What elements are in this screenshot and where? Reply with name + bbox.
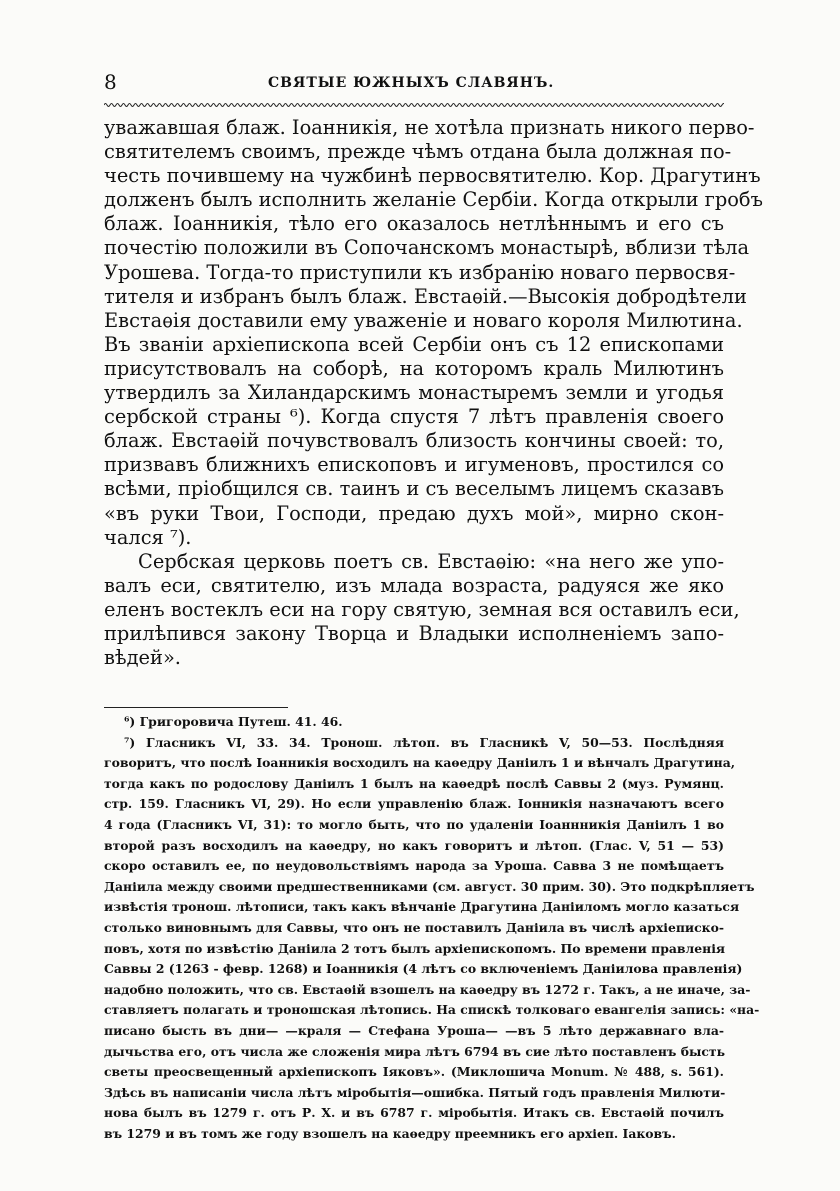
text-line: всѣми, пріобщился св. таинъ и съ веселымъ лицемъ сказавъ <box>104 477 724 501</box>
text-line: «въ руки Твои, Господи, предаю духъ мой», мирно скон- <box>104 501 724 525</box>
text-line: чался ⁷). <box>104 525 192 549</box>
footnote-line: Саввы 2 (1263 - февр. 1268) и Іоанникія (4 лѣтъ со включеніемъ Даніилова правленія) <box>104 961 743 977</box>
page-number: 8 <box>104 70 117 94</box>
text-line: долженъ былъ исполнить желаніе Сербіи. Когда открыли гробъ <box>104 188 763 212</box>
footnote-line: дычьства его, отъ числа же сложенія мира лѣтъ 6794 въ сие лѣто поставленъ бысть <box>104 1043 726 1059</box>
footnote-line: въ 1279 и въ томъ же году взошелъ на каѳедру преемникъ его архіеп. Іаковъ. <box>104 1125 676 1141</box>
text-line: утвердилъ за Хиландарскимъ монастыремъ земли и угодья <box>104 381 724 405</box>
footnote-line: говоритъ, что послѣ Іоанникія восходилъ на каѳедру Даніилъ 1 и вѣнчалъ Драгутина, <box>104 755 736 771</box>
footnote-divider <box>104 707 288 708</box>
text-line: валъ еси, святителю, изъ млада возраста, радуяся же яко <box>104 573 724 597</box>
footnote-line: светы преосвещенный архіепископъ Іяковъ». (Миклошича Monum. № 488, s. 561). <box>104 1064 724 1080</box>
footnote-line: извѣстія тронош. лѣтописи, такъ какъ вѣнчаніе Драгутина Даніиломъ могло казаться <box>104 899 740 915</box>
running-title: СВЯТЫЕ ЮЖНЫХЪ СЛАВЯНЪ. <box>268 75 555 91</box>
page-header <box>104 70 724 100</box>
text-line: Евстаѳія доставили ему уваженіе и новаго короля Милютина. <box>104 308 743 332</box>
text-line: святителемъ своимъ, прежде чѣмъ отдана была должная по- <box>104 140 732 164</box>
footnote-line: столько виновнымъ для Саввы, что онъ не поставилъ Даніила въ числѣ архіеписко- <box>104 919 724 935</box>
text-line: блаж. Іоанникія, тѣло его оказалось нетлѣннымъ и его съ <box>104 212 724 236</box>
footnote-line: надобно положить, что св. Евстаѳій взошелъ на каѳедру въ 1272 г. Такъ, а не иначе, за- <box>104 981 751 997</box>
text-line: Въ званіи архіепископа всей Сербіи онъ съ 12 епископами <box>104 332 724 356</box>
footnote-line: нова былъ въ 1279 г. отъ Р. Х. и въ 6787 г. міробытія. Итакъ св. Евстаѳій почилъ <box>104 1105 724 1121</box>
text-line: Урошева. Тогда-то приступили къ избранію новаго первосвя- <box>104 260 736 284</box>
text-line: тителя и избранъ былъ блаж. Евстаѳій.—Высокія добродѣтели <box>104 284 747 308</box>
text-line: уважавшая блаж. Іоанникія, не хотѣла признать никого перво- <box>104 116 755 139</box>
text-line: прилѣпився закону Творца и Владыки исполненіемъ запо- <box>104 621 724 645</box>
footnote-line: скоро оставилъ ее, по неудовольствіямъ народа за Уроша. Савва 3 не помѣщаетъ <box>104 858 724 874</box>
text-line: призвавъ ближнихъ епископовъ и игуменовъ, простился со <box>104 453 724 477</box>
footnote-line: писано бысть въ дни— —краля — Стефана Уроша— —въ 5 лѣто державнаго вла- <box>104 1022 724 1038</box>
text-line: присутствовалъ на соборѣ, на которомъ краль Милютинъ <box>104 356 724 380</box>
text-line: вѣдей». <box>104 646 181 670</box>
main-text <box>104 116 763 670</box>
footnote-line: второй разъ восходилъ на каѳедру, но какъ говоритъ и лѣтоп. (Глас. V, 51 — 53) <box>104 837 724 853</box>
footnote-line: ⁷) Гласникъ VI, 33. 34. Тронош. лѣтоп. въ Гласникѣ V, 50—53. Послѣдняя <box>124 734 724 750</box>
text-line: Сербская церковь поетъ св. Евстаѳію: «на него же упо- <box>138 549 724 573</box>
footnote-line: повъ, хотя по извѣстію Даніила 2 тотъ былъ архіепископомъ. По времени правленія <box>104 940 726 956</box>
footnote-line: Даніила между своими предшественниками (см. август. 30 прим. 30). Это подкрѣпляетъ <box>104 878 755 894</box>
footnote-line: стр. 159. Гласникъ VI, 29). Но если управленію блаж. Іонникія назначаютъ всего <box>104 796 724 812</box>
text-line: сербской страны ⁶). Когда спустя 7 лѣтъ правленія своего <box>104 405 724 429</box>
footnote-line: Здѣсь въ написаніи числа лѣтъ міробытія—ошибка. Пятый годъ правленія Милюти- <box>104 1084 726 1100</box>
footnote-line: 4 года (Гласникъ VI, 31): то могло быть, что по удаленіи Іоаннникія Даніилъ 1 во <box>104 816 724 832</box>
wavy-header-rule <box>104 101 724 109</box>
footnotes <box>104 712 760 1144</box>
footnote-line: ставляетъ полагать и троношская лѣтопись. На спискѣ толковаго евангелія запись: «на- <box>104 1002 760 1018</box>
footnote-line: ⁶) Григоровича Путеш. 41. 46. <box>124 714 343 729</box>
text-line: еленъ востеклъ еси на гору святую, земная вся оставилъ еси, <box>104 597 740 621</box>
text-line: блаж. Евстаѳій почувствовалъ близость кончины своей: то, <box>104 429 724 453</box>
text-line: почестію положили въ Сопочанскомъ монастырѣ, вблизи тѣла <box>104 236 750 260</box>
footnote-line: тогда какъ по родослову Даніилъ 1 былъ на каѳедрѣ послѣ Саввы 2 (муз. Румянц. <box>104 775 724 791</box>
text-line: честь почившему на чужбинѣ первосвятителю. Кор. Драгутинъ <box>104 164 761 188</box>
